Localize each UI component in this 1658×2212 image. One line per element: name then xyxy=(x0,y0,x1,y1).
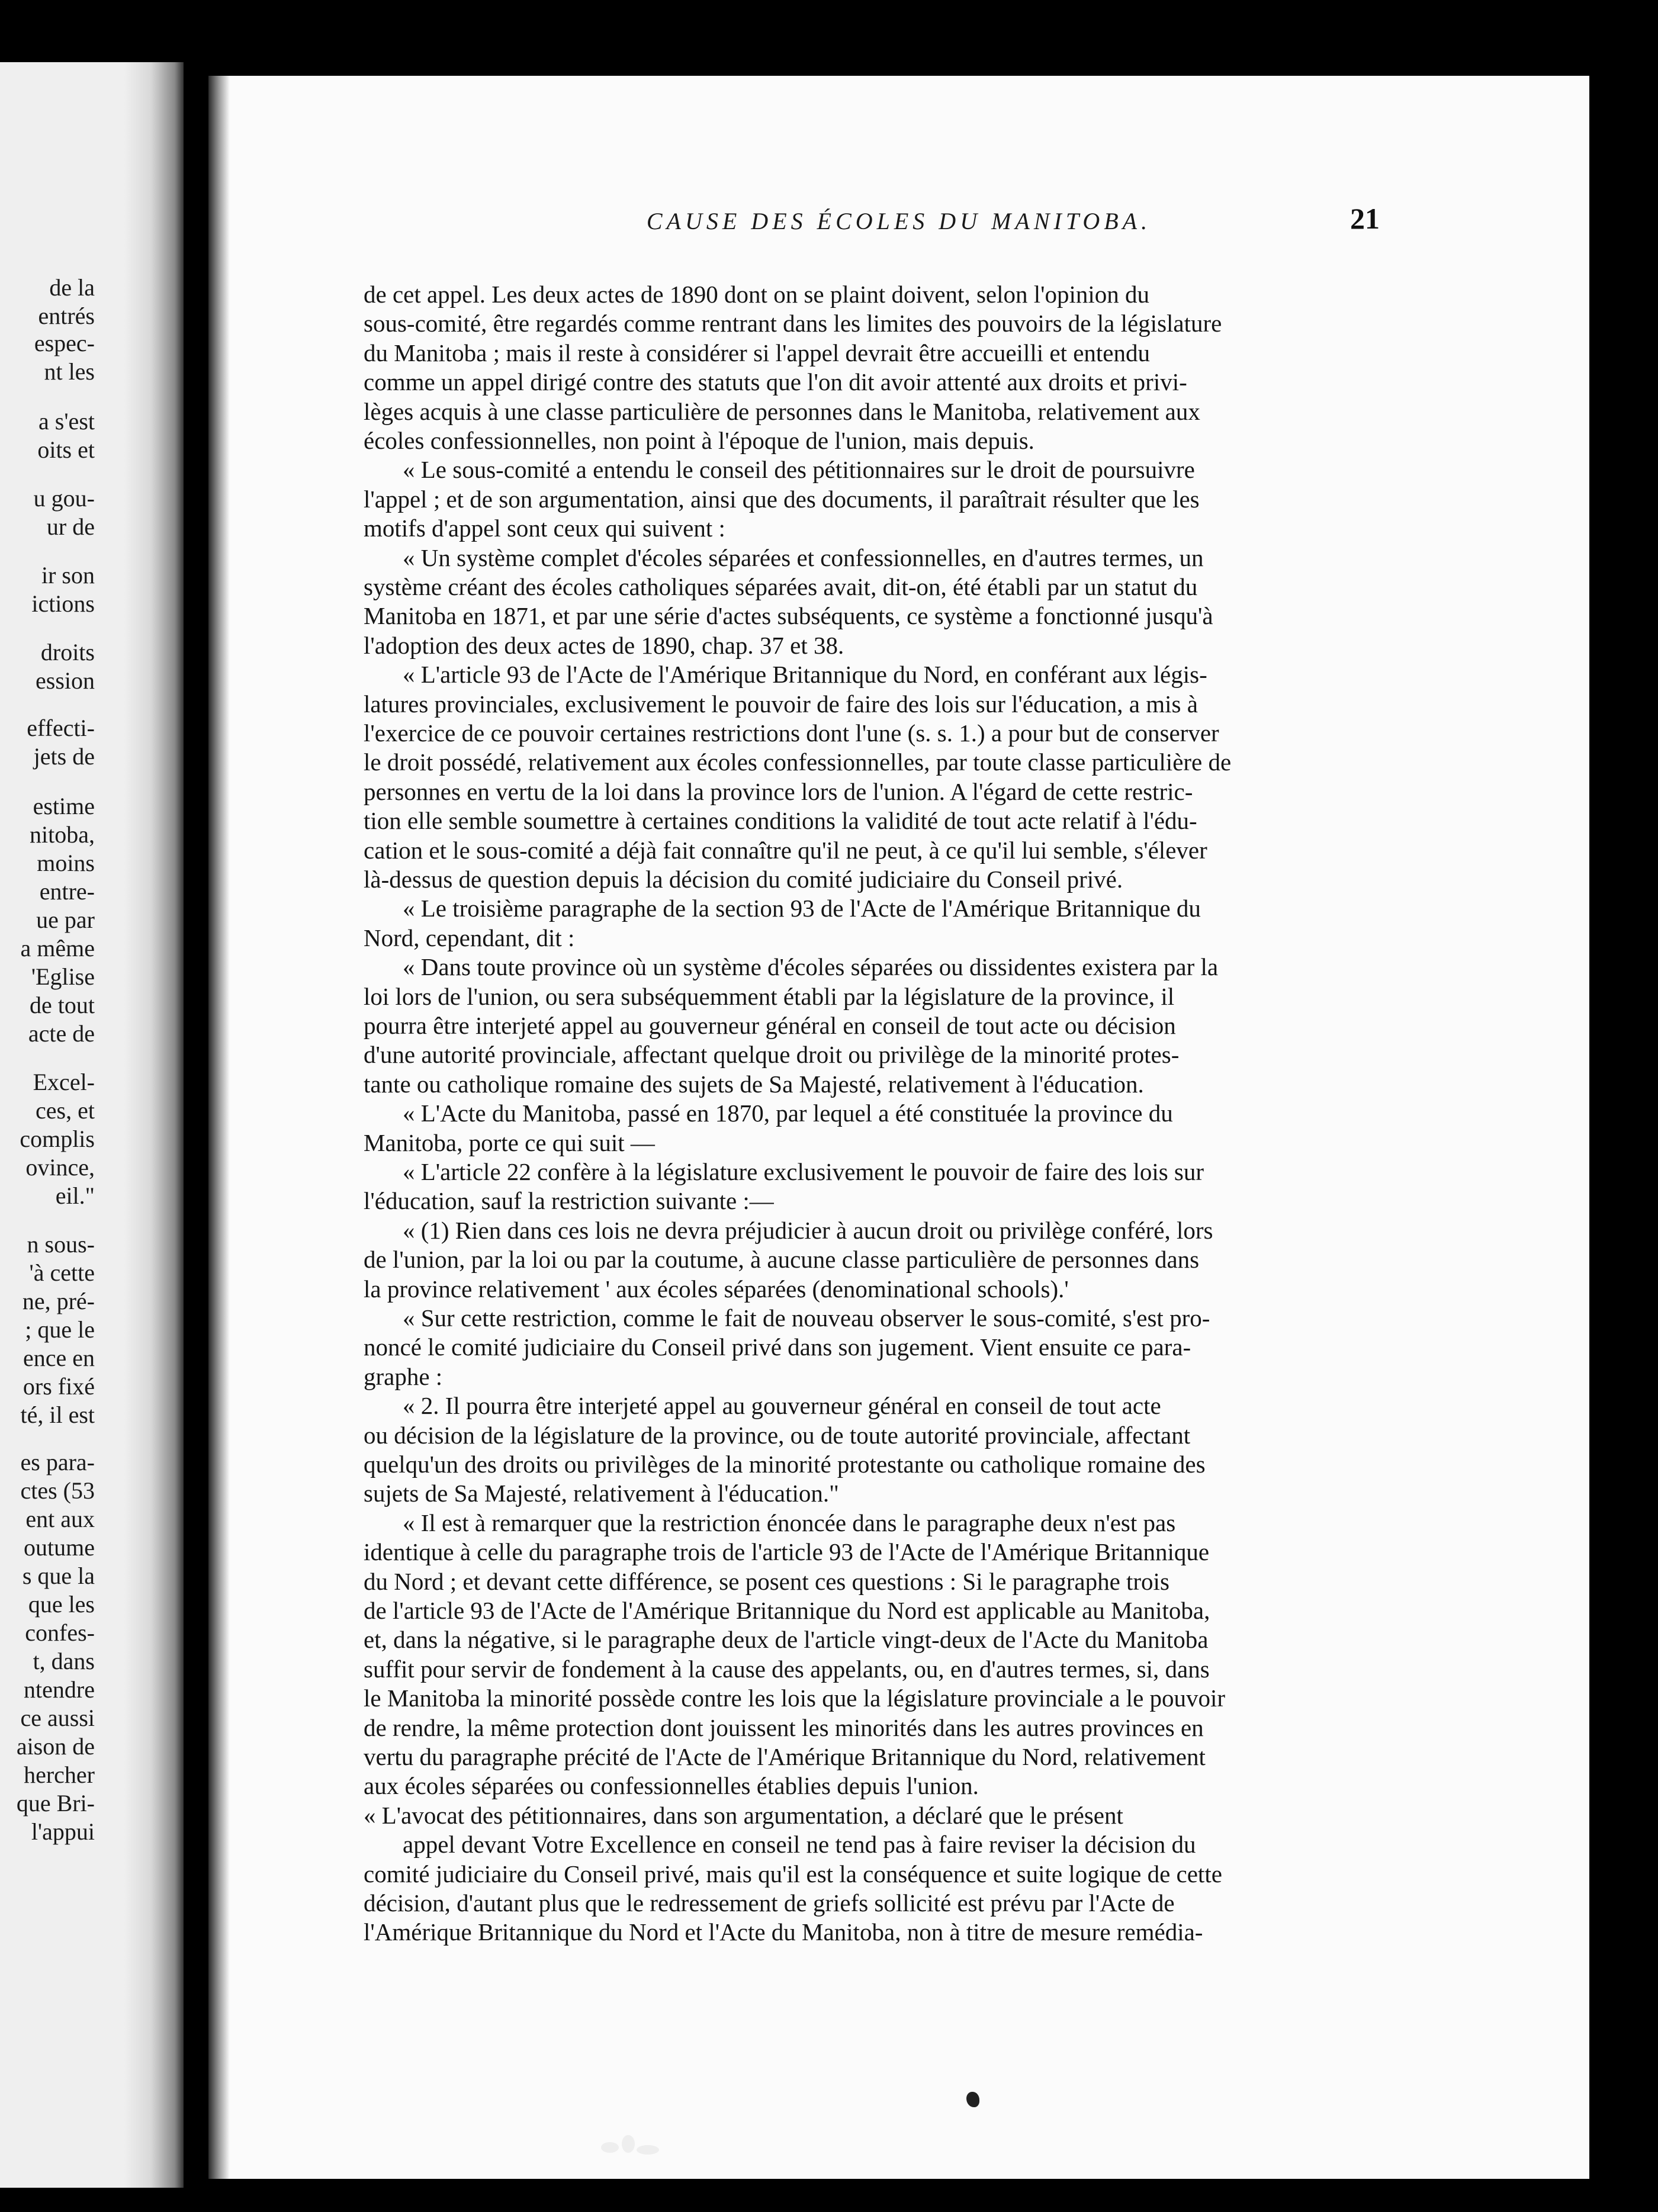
left-page-line: oits et xyxy=(37,436,95,463)
left-page-line: eil." xyxy=(55,1182,95,1209)
left-page-line: que les xyxy=(28,1591,95,1618)
left-page-line: n sous- xyxy=(27,1231,95,1258)
left-page-line: ne, pré- xyxy=(22,1288,95,1314)
body-line: d'une autorité provinciale, affectant quelque droit ou privilège de la minorité protes- xyxy=(364,1041,1180,1068)
body-line: loi lors de l'union, ou sera subséquemment établi par la législature de la province, il xyxy=(364,983,1175,1010)
body-line: « L'article 93 de l'Acte de l'Amérique Britannique du Nord, en conférant aux légis- xyxy=(403,661,1207,688)
left-page-line: ce aussi xyxy=(20,1705,95,1731)
left-page-line: entre- xyxy=(39,878,95,905)
body-line: le droit possédé, relativement aux écoles confessionnelles, par toute classe particulière de xyxy=(364,748,1232,776)
ink-speck xyxy=(966,2092,979,2107)
left-page-line: ictions xyxy=(31,590,95,617)
left-page-line: complis xyxy=(20,1126,95,1152)
left-facing-page xyxy=(0,62,184,2188)
body-line: l'exercice de ce pouvoir certaines restrictions dont l'une (s. s. 1.) a pour but de conserver xyxy=(364,719,1219,747)
body-line: sous-comité, être regardés comme rentrant dans les limites des pouvoirs de la législature xyxy=(364,310,1222,337)
body-line: « L'avocat des pétitionnaires, dans son argumentation, a déclaré que le présent xyxy=(364,1802,1123,1829)
left-page-line: nt les xyxy=(44,358,95,385)
book-gutter xyxy=(124,62,184,2188)
left-page-line: confes- xyxy=(25,1619,95,1646)
left-page-line: hercher xyxy=(24,1761,95,1788)
body-line: tante ou catholique romaine des sujets de Sa Majesté, relativement à l'éducation. xyxy=(364,1070,1144,1098)
body-line: « Sur cette restriction, comme le fait de nouveau observer le sous-comité, s'est pro- xyxy=(403,1304,1210,1332)
left-page-line: s que la xyxy=(22,1562,95,1589)
body-line: Manitoba, porte ce qui suit — xyxy=(364,1129,655,1156)
body-line: l'appel ; et de son argumentation, ainsi que des documents, il paraîtrait résulter que les xyxy=(364,486,1200,513)
body-line: là-dessus de question depuis la décision du comité judiciaire du Conseil privé. xyxy=(364,866,1123,893)
left-page-line: ctes (53 xyxy=(20,1477,95,1504)
body-line: « Le sous-comité a entendu le conseil des pétitionnaires sur le droit de poursuivre xyxy=(403,456,1195,483)
body-line: du Manitoba ; mais il reste à considérer si l'appel devrait être accueilli et entendu xyxy=(364,339,1150,366)
left-page-line: nitoba, xyxy=(30,821,95,848)
body-line: « 2. Il pourra être interjeté appel au gouverneur général en conseil de tout acte xyxy=(403,1392,1161,1419)
right-page xyxy=(208,76,1589,2179)
body-line: « Un système complet d'écoles séparées et confessionnelles, en d'autres termes, un xyxy=(403,544,1204,571)
body-line: décision, d'autant plus que le redressement de griefs sollicité est prévu par l'Acte de xyxy=(364,1889,1175,1917)
left-page-line: ue par xyxy=(36,906,95,933)
page-number: 21 xyxy=(1350,202,1380,235)
body-line: le Manitoba la minorité possède contre les lois que la législature provinciale a le pouvoir xyxy=(364,1684,1226,1712)
left-page-line: ovince, xyxy=(25,1154,95,1181)
body-line: lèges acquis à une classe particulière de personnes dans le Manitoba, relativement aux xyxy=(364,398,1200,425)
left-page-line: 'à cette xyxy=(29,1259,95,1286)
body-line: Manitoba en 1871, et par une série d'actes subséquents, ce système a fonctionné jusqu'à xyxy=(364,602,1213,629)
body-line: système créant des écoles catholiques séparées avait, dit-on, été établi par un statut du xyxy=(364,573,1198,600)
left-page-line: droits xyxy=(40,639,95,665)
left-page-line: t, dans xyxy=(33,1648,95,1674)
body-line: sujets de Sa Majesté, relativement à l'éducation." xyxy=(364,1480,839,1507)
body-line: appel devant Votre Excellence en conseil ne tend pas à faire reviser la décision du xyxy=(403,1831,1196,1858)
body-line: graphe : xyxy=(364,1363,443,1390)
body-line: la province relativement ' aux écoles séparées (denominational schools).' xyxy=(364,1275,1069,1303)
body-line: ou décision de la législature de la province, ou de toute autorité provinciale, affectant xyxy=(364,1422,1191,1449)
running-head: CAUSE DES ÉCOLES DU MANITOBA. xyxy=(646,208,1152,234)
left-page-line: Excel- xyxy=(33,1069,95,1095)
left-page-line: a même xyxy=(20,935,95,962)
body-line: vertu du paragraphe précité de l'Acte de l'Amérique Britannique du Nord, relativement xyxy=(364,1743,1206,1770)
body-line: l'éducation, sauf la restriction suivante :— xyxy=(364,1187,774,1214)
left-page-line: 'Eglise xyxy=(31,963,95,990)
body-line: de l'article 93 de l'Acte de l'Amérique Britannique du Nord est applicable au Manitoba, xyxy=(364,1597,1210,1624)
left-page-line: de tout xyxy=(30,992,95,1018)
left-page-line: ir son xyxy=(41,562,95,589)
left-page-line: ntendre xyxy=(24,1676,95,1703)
left-page-line: entrés xyxy=(38,303,95,329)
body-line: l'adoption des deux actes de 1890, chap. 37 et 38. xyxy=(364,632,844,659)
body-line: quelqu'un des droits ou privilèges de la minorité protestante ou catholique romaine des xyxy=(364,1451,1206,1478)
body-line: « (1) Rien dans ces lois ne devra préjudicier à aucun droit ou privilège conféré, lors xyxy=(403,1217,1213,1244)
left-page-line: l'appui xyxy=(31,1818,95,1845)
body-line: de l'union, par la loi ou par la coutume, à aucune classe particulière de personnes dans xyxy=(364,1246,1200,1273)
body-line: de rendre, la même protection dont jouissent les minorités dans les autres provinces en xyxy=(364,1714,1204,1741)
left-page-line: ; que le xyxy=(25,1316,95,1343)
left-page-line: outume xyxy=(24,1534,95,1561)
body-line: « Dans toute province où un système d'écoles séparées ou dissidentes existera par la xyxy=(403,953,1219,980)
body-line: « Il est à remarquer que la restriction énoncée dans le paragraphe deux n'est pas xyxy=(403,1509,1176,1536)
body-line: comité judiciaire du Conseil privé, mais qu'il est la conséquence et suite logique de cette xyxy=(364,1860,1222,1888)
body-line: aux écoles séparées ou confessionnelles établies depuis l'union. xyxy=(364,1772,979,1799)
left-page-line: aison de xyxy=(16,1733,95,1760)
left-page-line: a s'est xyxy=(38,408,95,435)
left-page-line: ession xyxy=(36,667,95,694)
scan-artifact xyxy=(595,2130,666,2163)
left-page-line: ent aux xyxy=(25,1506,95,1532)
left-page-line: espec- xyxy=(34,330,95,356)
body-line: noncé le comité judiciaire du Conseil privé dans son jugement. Vient ensuite ce para- xyxy=(364,1333,1191,1361)
body-line: l'Amérique Britannique du Nord et l'Acte du Manitoba, non à titre de mesure remédia- xyxy=(364,1918,1203,1946)
left-page-line: effecti- xyxy=(27,715,95,741)
body-line: « L'Acte du Manitoba, passé en 1870, par lequel a été constituée la province du xyxy=(403,1099,1173,1127)
left-page-line: u gou- xyxy=(33,485,95,512)
body-line: pourra être interjeté appel au gouverneur général en conseil de tout acte ou décision xyxy=(364,1012,1176,1039)
left-page-line: té, il est xyxy=(20,1401,95,1428)
body-line: de cet appel. Les deux actes de 1890 dont on se plaint doivent, selon l'opinion du xyxy=(364,281,1150,308)
body-line: cation et le sous-comité a déjà fait connaître qu'il ne peut, à ce qu'il lui semble, s'élever xyxy=(364,837,1207,864)
body-line: identique à celle du paragraphe trois de l'article 93 de l'Acte de l'Amérique Britannique xyxy=(364,1538,1210,1565)
left-page-line: ces, et xyxy=(36,1097,95,1124)
left-page-line: es para- xyxy=(20,1449,95,1475)
body-line: écoles confessionnelles, non point à l'époque de l'union, mais depuis. xyxy=(364,427,1034,454)
left-page-line: de la xyxy=(49,274,95,301)
body-line: personnes en vertu de la loi dans la province lors de l'union. A l'égard de cette restric- xyxy=(364,778,1193,805)
body-line: Nord, cependant, dit : xyxy=(364,924,575,951)
body-line: comme un appel dirigé contre des statuts que l'on dit avoir attenté aux droits et privi- xyxy=(364,368,1187,396)
left-page-line: jets de xyxy=(33,743,95,770)
body-line: latures provinciales, exclusivement le pouvoir de faire des lois sur l'éducation, a mis à xyxy=(364,690,1198,718)
page-edge-shadow xyxy=(208,76,230,2179)
left-page-line: estime xyxy=(33,793,95,819)
left-page-line: acte de xyxy=(28,1020,95,1047)
body-line: et, dans la négative, si le paragraphe deux de l'article vingt-deux de l'Acte du Manitoba xyxy=(364,1626,1209,1653)
body-line: tion elle semble soumettre à certaines conditions la validité de tout acte relatif à l'édu- xyxy=(364,807,1197,834)
body-line: « Le troisième paragraphe de la section 93 de l'Acte de l'Amérique Britannique du xyxy=(403,895,1201,922)
body-line: du Nord ; et devant cette différence, se posent ces questions : Si le paragraphe trois xyxy=(364,1568,1169,1595)
left-page-line: ors fixé xyxy=(23,1373,95,1400)
body-line: suffit pour servir de fondement à la cause des appelants, ou, en d'autres termes, si, dans xyxy=(364,1655,1210,1683)
left-page-line: que Bri- xyxy=(16,1790,95,1816)
left-page-line: ur de xyxy=(46,513,95,540)
left-page-line: moins xyxy=(37,850,95,876)
body-line: motifs d'appel sont ceux qui suivent : xyxy=(364,515,725,542)
left-page-line: ence en xyxy=(23,1345,95,1371)
body-line: « L'article 22 confère à la législature exclusivement le pouvoir de faire des lois sur xyxy=(403,1158,1204,1185)
